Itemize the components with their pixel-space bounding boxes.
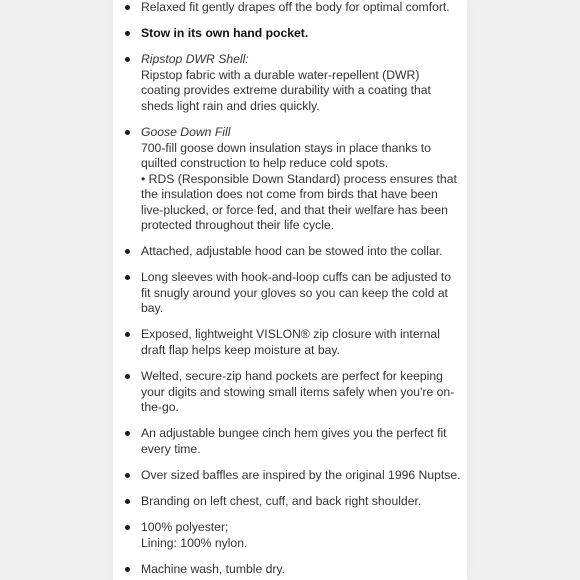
feature-text: protected throughout their life cycle. <box>141 218 335 232</box>
bullet-icon <box>125 431 130 436</box>
feature-text: sheds light rain and dries quickly. <box>141 98 320 113</box>
feature-text: Ripstop fabric with a durable water-repellent (DWR) <box>141 67 420 82</box>
feature-text: the-go. <box>141 400 179 414</box>
feature-text: Lining: 100% nylon. <box>141 535 248 550</box>
bullet-icon <box>125 525 130 530</box>
bullet-icon <box>125 567 130 572</box>
bullet-icon <box>125 249 130 254</box>
feature-item <box>141 468 461 484</box>
bullet-icon <box>125 130 130 135</box>
feature-text: Exposed, lightweight VISLON® zip closure with internal <box>141 327 440 341</box>
bullet-icon <box>125 5 130 10</box>
feature-item <box>141 0 450 16</box>
feature-text: Stow in its own hand pocket. <box>141 26 309 40</box>
feature-text: coating provides extreme durability with a coating that <box>141 83 431 97</box>
feature-text: Long sleeves with hook-and-loop cuffs can be adjusted to <box>141 270 452 284</box>
feature-item <box>141 369 455 416</box>
feature-text: An adjustable bungee cinch hem gives you the perfect fit <box>141 426 447 440</box>
feature-item <box>141 125 457 234</box>
feature-text: your digits and stowing small items safely when you're on- <box>141 384 455 399</box>
bullet-icon <box>125 473 130 478</box>
feature-text: 100% polyester; <box>141 520 229 534</box>
feature-item <box>141 562 441 578</box>
feature-heading: Ripstop DWR Shell: <box>141 52 249 66</box>
feature-item <box>141 26 441 42</box>
feature-text: Machine wash, tumble dry. <box>141 562 286 576</box>
feature-text: fit snugly around your gloves so you can keep the cold at <box>141 285 448 300</box>
feature-item <box>141 270 452 317</box>
feature-text: Relaxed fit gently drapes off the body for optimal comfort. <box>141 0 450 14</box>
feature-text: bay. <box>141 301 164 315</box>
bullet-icon <box>125 374 130 379</box>
feature-item <box>141 426 447 457</box>
feature-item <box>141 494 441 510</box>
bullet-icon <box>125 57 130 62</box>
feature-item <box>141 52 441 114</box>
feature-item <box>141 520 441 551</box>
feature-text: Branding on left chest, cuff, and back right shoulder. <box>141 494 422 508</box>
feature-text: • RDS (Responsible Down Standard) process ensures that <box>141 171 457 186</box>
feature-item <box>141 327 441 358</box>
feature-text: draft flap helps keep moisture at bay. <box>141 342 340 357</box>
feature-text: every time. <box>141 441 201 456</box>
feature-heading: Goose Down Fill <box>141 125 231 139</box>
bullet-icon <box>125 275 130 280</box>
feature-text: live-plucked, or force fed, and that their welfare has been <box>141 202 448 217</box>
bullet-icon <box>125 332 130 337</box>
feature-text: the insulation does not come from birds that have been <box>141 187 438 201</box>
feature-text: Over sized baffles are inspired by the original 1996 Nuptse. <box>141 468 461 482</box>
feature-text: quilted construction to help reduce cold spots. <box>141 156 389 170</box>
feature-text: Attached, adjustable hood can be stowed into the collar. <box>141 244 443 258</box>
bullet-icon <box>125 499 130 504</box>
feature-text: 700-fill goose down insulation stays in place thanks to <box>141 140 431 155</box>
bullet-icon <box>125 31 130 36</box>
feature-text: Welted, secure-zip hand pockets are perfect for keeping <box>141 369 443 383</box>
feature-item <box>141 244 441 260</box>
